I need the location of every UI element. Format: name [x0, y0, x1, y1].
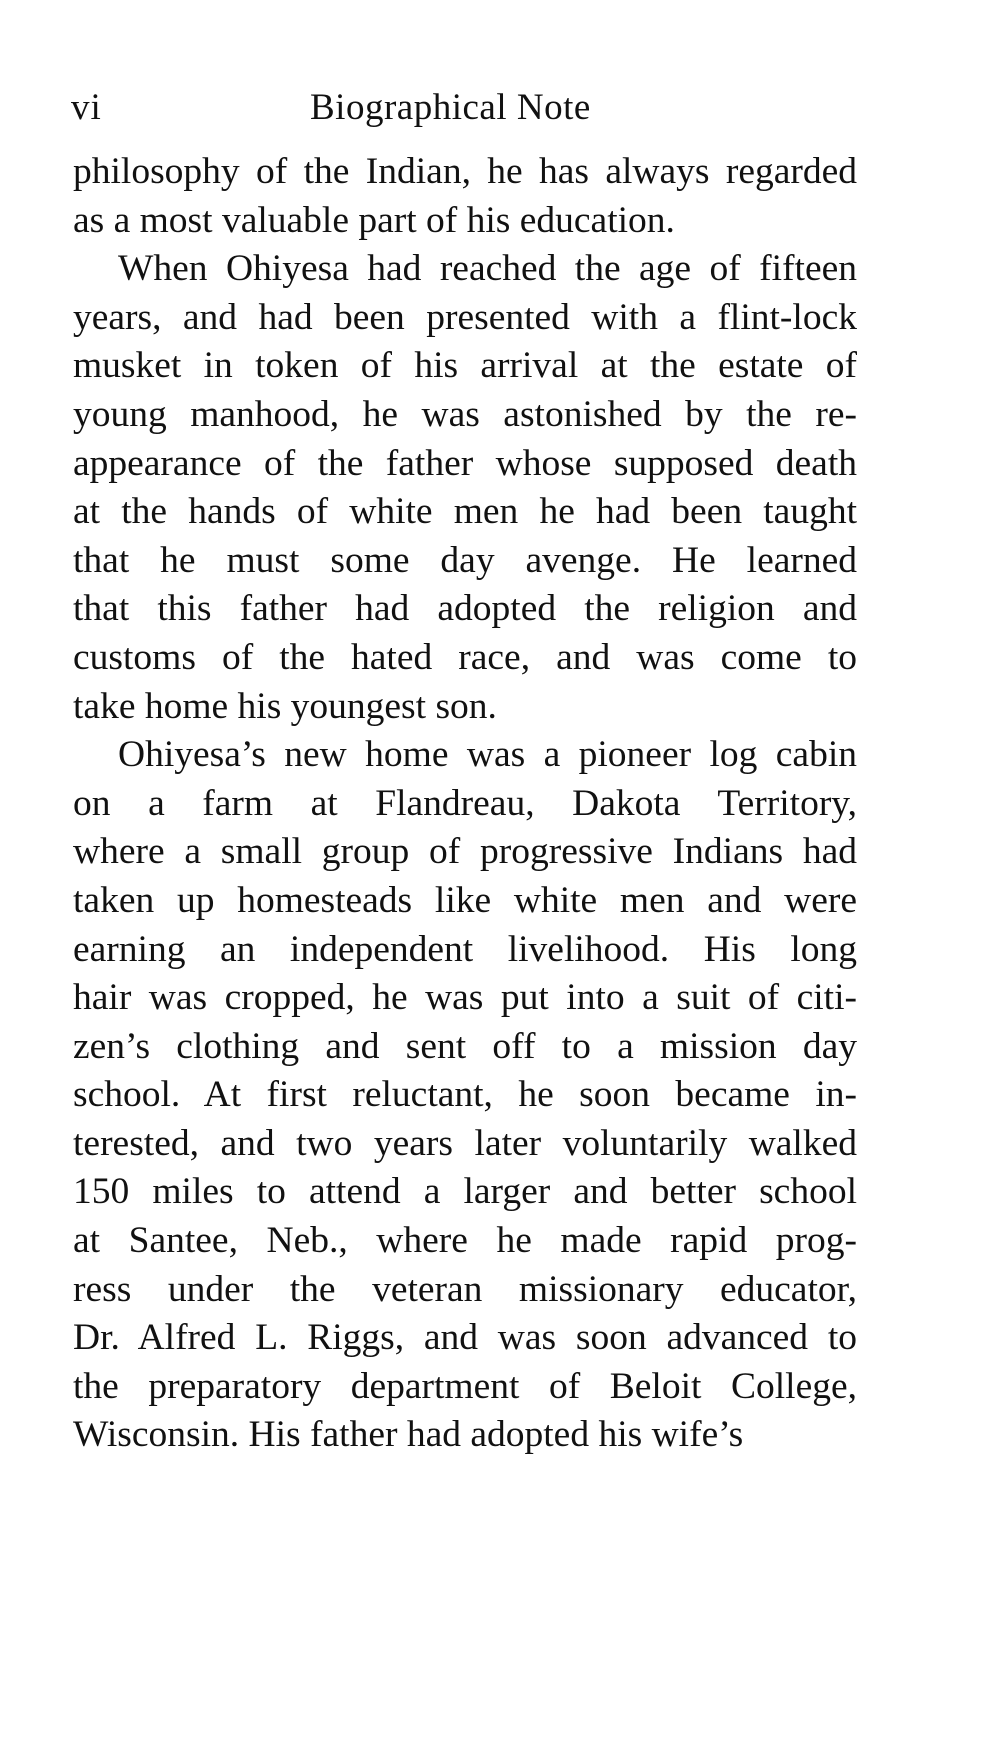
text-line: that he must some day avenge. He learned — [73, 539, 857, 581]
text-line: hair was cropped, he was put into a suit of citi- — [73, 977, 857, 1019]
text-line: zen’s clothing and sent off to a mission day — [73, 1025, 857, 1067]
text-line: that this father had adopted the religion and — [73, 588, 857, 630]
text-line: the preparatory department of Beloit College, — [73, 1365, 857, 1407]
text-line: When Ohiyesa had reached the age of fifteen — [118, 248, 857, 290]
text-line: musket in token of his arrival at the estate of — [73, 345, 857, 387]
book-page — [73, 80, 857, 1460]
text-line: at the hands of white men he had been taught — [73, 491, 857, 533]
text-line: where a small group of progressive Indians had — [73, 831, 857, 873]
text-line: philosophy of the Indian, he has always regarded — [73, 151, 857, 192]
text-line: on a farm at Flandreau, Dakota Territory, — [73, 782, 857, 824]
paragraph — [73, 731, 857, 1460]
text-line: school. At first reluctant, he soon became in- — [73, 1074, 857, 1116]
text-line: Dr. Alfred L. Riggs, and was soon advanced to — [73, 1317, 857, 1359]
text-line: taken up homesteads like white men and were — [73, 879, 857, 921]
text-line: Ohiyesa’s new home was a pioneer log cabin — [118, 734, 857, 776]
text-line: appearance of the father whose supposed death — [73, 442, 857, 484]
text-line: years, and had been presented with a flint-lock — [73, 296, 857, 338]
text-line: 150 miles to attend a larger and better school — [73, 1171, 857, 1213]
text-line: at Santee, Neb., where he made rapid prog- — [73, 1220, 857, 1262]
text-line: ress under the veteran missionary educator, — [73, 1268, 857, 1310]
body-text — [73, 148, 857, 1460]
text-line: as a most valuable part of his education. — [73, 199, 675, 241]
text-line: terested, and two years later voluntarily walked — [73, 1122, 857, 1164]
text-line: take home his youngest son. — [73, 685, 497, 727]
running-title: Biographical Note — [310, 87, 591, 128]
paragraph — [73, 148, 857, 245]
text-line: young manhood, he was astonished by the re- — [73, 393, 857, 435]
paragraph — [73, 245, 857, 731]
text-line: earning an independent livelihood. His long — [73, 928, 857, 970]
text-line: customs of the hated race, and was come to — [73, 636, 857, 678]
page-number: vi — [71, 87, 102, 128]
text-line: Wisconsin. His father had adopted his wife’s — [73, 1414, 744, 1456]
running-head — [73, 80, 857, 136]
